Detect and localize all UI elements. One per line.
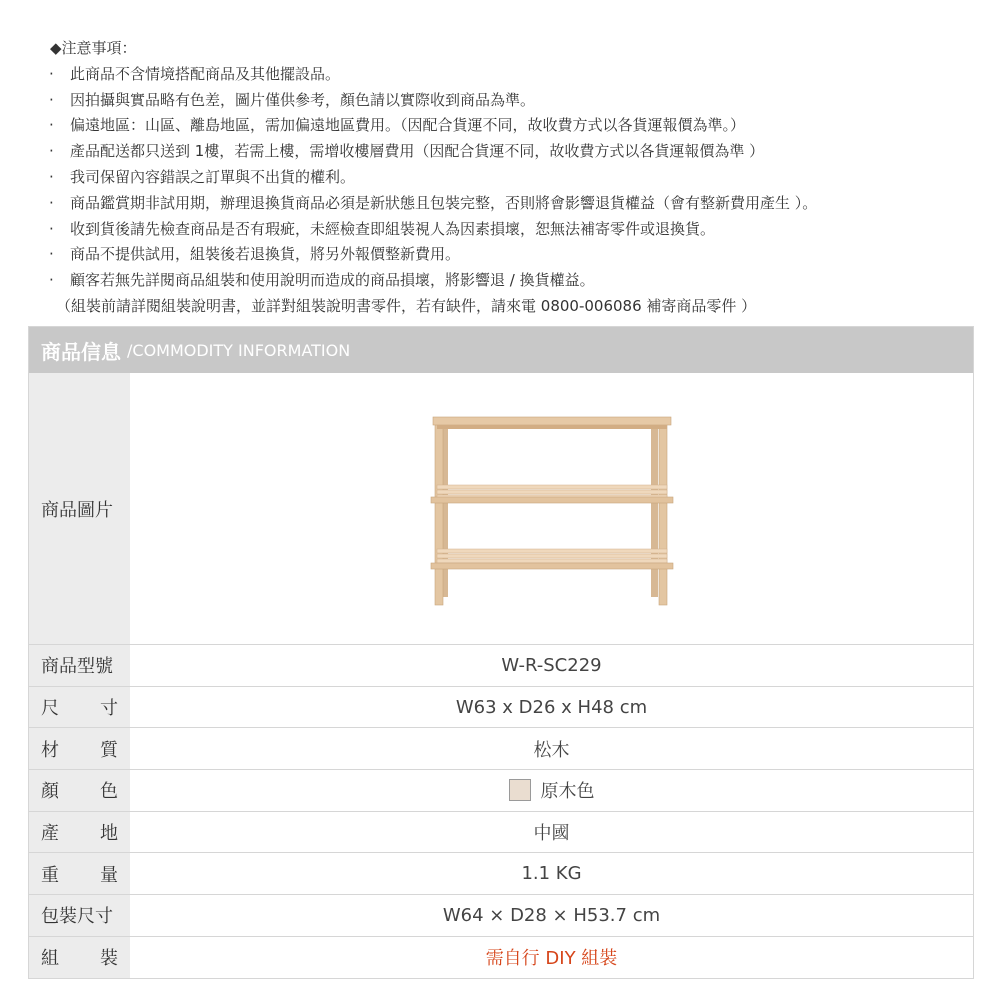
notice-item: · 因拍攝與實品略有色差，圖片僅供參考，顏色請以實際收到商品為準。 bbox=[49, 90, 536, 109]
package-size-label: 包裝尺寸 bbox=[29, 895, 130, 936]
assembly-value: 需自行 DIY 組裝 bbox=[485, 948, 618, 970]
info-header bbox=[29, 327, 973, 373]
notice-item: · 產品配送都只送到 1樓，若需上樓，需增收樓層費用（因配合貨運不同，故收費方式以各貨運報價為準 ） bbox=[49, 142, 765, 161]
color-name: 原木色 bbox=[540, 781, 595, 803]
material-value: 松木 bbox=[533, 739, 570, 761]
row-material bbox=[29, 727, 973, 769]
notice-section bbox=[40, 36, 980, 320]
product-image bbox=[130, 373, 973, 644]
weight-value: 1.1 KG bbox=[521, 863, 582, 885]
notice-item: · 商品不提供試用，組裝後若退換貨，將另外報價整新費用。 bbox=[49, 245, 461, 264]
row-size bbox=[29, 686, 973, 728]
model-label: 商品型號 bbox=[29, 645, 130, 686]
weight-label: 重 量 bbox=[29, 853, 130, 894]
notice-item: · 偏遠地區：山區、離島地區，需加偏遠地區費用。（因配合貨運不同，故收費方式以各貨運報價為準。） bbox=[49, 116, 746, 135]
origin-label: 產 地 bbox=[29, 812, 130, 853]
color-value bbox=[130, 770, 973, 811]
notice-item: · 我司保留內容錯誤之訂單與不出貨的權利。 bbox=[49, 167, 356, 186]
commodity-info-table bbox=[28, 326, 974, 979]
assembly-label: 組 裝 bbox=[29, 937, 130, 978]
row-product-image bbox=[29, 373, 973, 644]
shoe-rack-image bbox=[427, 409, 677, 609]
notice-title: ◆注意事項： bbox=[50, 39, 137, 57]
color-label: 顏 色 bbox=[29, 770, 130, 811]
row-assembly bbox=[29, 936, 973, 978]
size-label: 尺 寸 bbox=[29, 687, 130, 728]
row-model bbox=[29, 644, 973, 686]
origin-value: 中國 bbox=[533, 823, 570, 845]
notice-item: · 顧客若無先詳閱商品組裝和使用說明而造成的商品損壞，將影響退 / 換貨權益。 bbox=[49, 271, 595, 290]
row-package-size bbox=[29, 894, 973, 936]
info-title-en: /COMMODITY INFORMATION bbox=[127, 340, 351, 360]
row-color bbox=[29, 769, 973, 811]
package-size-value: W64 × D28 × H53.7 cm bbox=[442, 904, 661, 926]
image-label: 商品圖片 bbox=[29, 373, 130, 644]
notice-item: · 此商品不含情境搭配商品及其他擺設品。 bbox=[49, 64, 341, 83]
row-weight bbox=[29, 852, 973, 894]
notice-item: · 商品鑑賞期非試用期，辦理退換貨商品必須是新狀態且包裝完整，否則將會影響退貨權益（會有整新費用產生 ）。 bbox=[49, 193, 818, 212]
notice-footer: （組裝前請詳閱組裝說明書，並詳對組裝說明書零件，若有缺件，請來電 0800-006086 補寄商品零件 ） bbox=[56, 296, 757, 315]
size-value: W63 x D26 x H48 cm bbox=[455, 696, 648, 718]
material-label: 材 質 bbox=[29, 728, 130, 769]
model-value: W-R-SC229 bbox=[501, 654, 602, 676]
notice-item: · 收到貨後請先檢查商品是否有瑕疵，未經檢查即組裝視人為因素損壞，恕無法補寄零件或退換貨。 bbox=[49, 219, 716, 238]
info-title-cn: 商品信息 bbox=[41, 339, 121, 364]
color-swatch bbox=[509, 779, 531, 801]
row-origin bbox=[29, 811, 973, 853]
